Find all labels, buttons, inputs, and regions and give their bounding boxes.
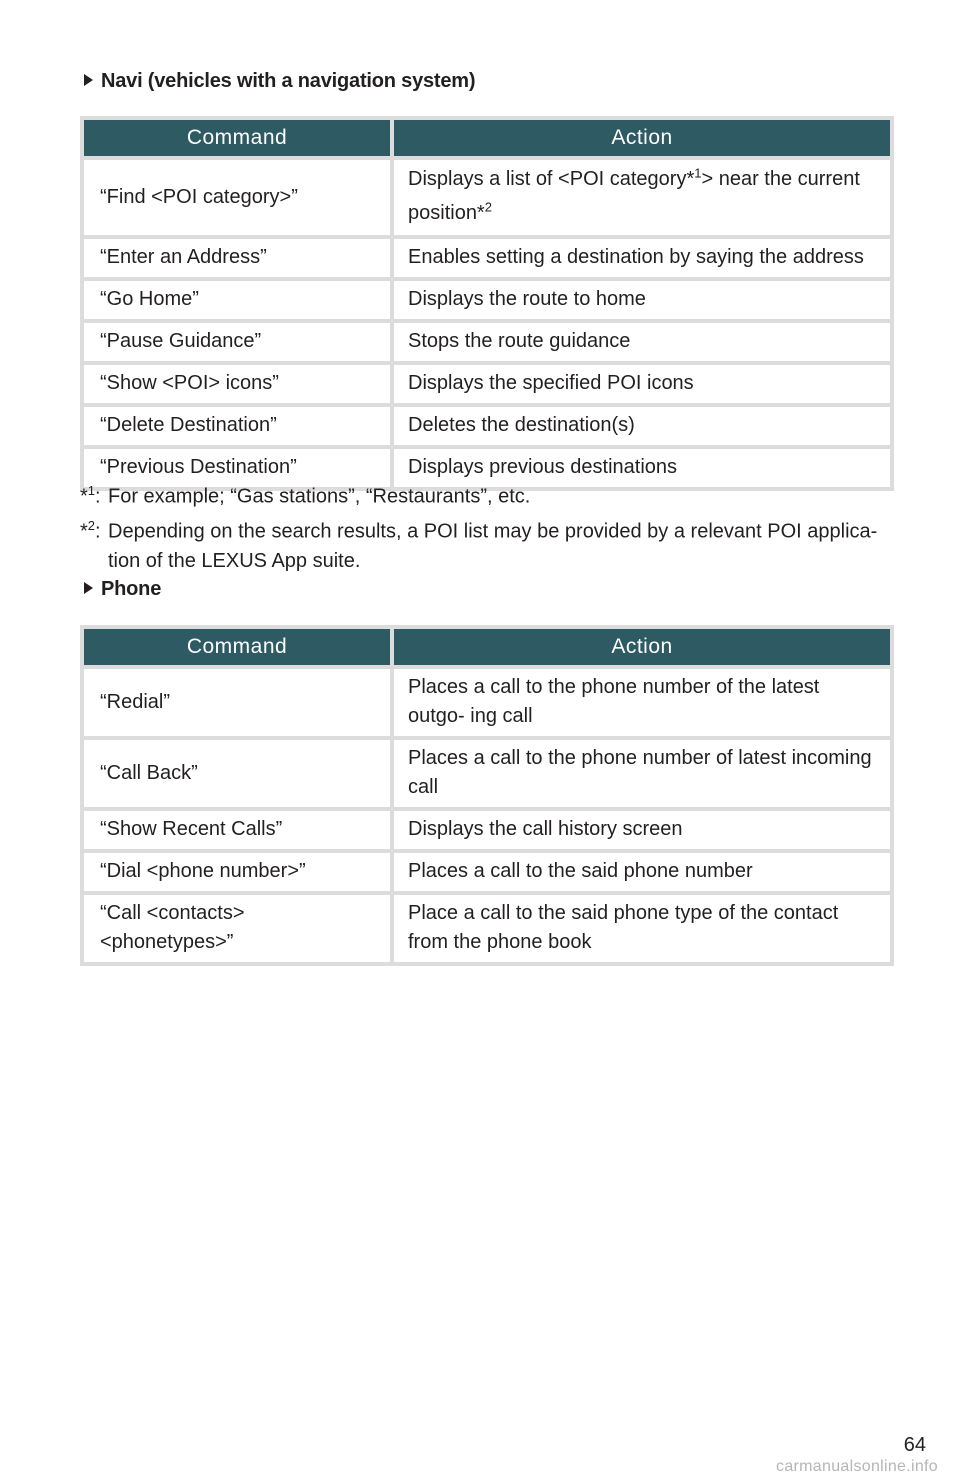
table-header-row <box>84 120 890 156</box>
navi-heading-text: Navi (vehicles with a navigation system) <box>101 70 476 92</box>
table-row <box>84 407 890 445</box>
action-cell: Places a call to the said phone number <box>394 853 890 891</box>
command-cell: “Delete Destination” <box>84 407 390 445</box>
phone-heading-text: Phone <box>101 578 162 600</box>
table-row <box>84 895 890 962</box>
command-cell: “Dial <phone number>” <box>84 853 390 891</box>
action-text-part: > near the current position* <box>408 168 860 224</box>
table-row <box>84 365 890 403</box>
phone-command-table <box>80 625 894 966</box>
footnote-ref-1: 1 <box>694 165 702 181</box>
command-cell: “Go Home” <box>84 281 390 319</box>
command-cell: “Redial” <box>84 669 390 736</box>
command-cell: “Find <POI category>” <box>84 160 390 235</box>
command-column-header: Command <box>84 629 390 665</box>
triangle-bullet-icon <box>84 582 93 594</box>
command-cell: “Show <POI> icons” <box>84 365 390 403</box>
watermark-text: carmanualsonline.info <box>776 1458 938 1475</box>
action-cell: Enables setting a destination by saying the address <box>394 239 890 277</box>
footnote-ref-2: 2 <box>484 199 492 215</box>
command-cell: “Enter an Address” <box>84 239 390 277</box>
action-cell: Displays the specified POI icons <box>394 365 890 403</box>
phone-section-heading <box>84 578 161 601</box>
table-row <box>84 323 890 361</box>
footnote-marker: *$^2$: <box>80 518 101 543</box>
table-header-row <box>84 629 890 665</box>
table-row <box>84 239 890 277</box>
action-cell: Deletes the destination(s) <box>394 407 890 445</box>
command-cell: “Pause Guidance” <box>84 323 390 361</box>
command-column-header: Command <box>84 120 390 156</box>
action-cell: Displays the call history screen <box>394 811 890 849</box>
table-row <box>84 740 890 807</box>
footnote-1 <box>80 476 900 512</box>
page-number: 64 <box>903 1434 926 1456</box>
action-cell: Displays previous destinations <box>394 449 890 487</box>
command-cell: “Previous Destination” <box>84 449 390 487</box>
action-column-header: Action <box>394 120 890 156</box>
action-column-header: Action <box>394 629 890 665</box>
footnote-text: For example; “Gas stations”, “Restaurants”, etc. <box>108 485 531 508</box>
footnote-text-continued: tion of the LEXUS App suite. <box>108 549 361 572</box>
table-row <box>84 160 890 235</box>
command-cell: “Call <contacts> <phonetypes>” <box>84 895 390 962</box>
navi-command-table <box>80 116 894 491</box>
action-cell: Places a call to the phone number of latest incoming call <box>394 740 890 807</box>
command-cell: “Call Back” <box>84 740 390 807</box>
footnote-text: Depending on the search results, a POI list may be provided by a relevant POI applica- <box>108 520 878 543</box>
action-text-part: Displays a list of <POI category* <box>408 168 695 190</box>
action-cell: Stops the route guidance <box>394 323 890 361</box>
table-row <box>84 669 890 736</box>
navi-section-heading <box>84 70 475 93</box>
command-cell: “Show Recent Calls” <box>84 811 390 849</box>
action-cell: Places a call to the phone number of the latest outgo- ing call <box>394 669 890 736</box>
triangle-bullet-icon <box>84 74 93 86</box>
action-cell: Displays the route to home <box>394 281 890 319</box>
table-row <box>84 281 890 319</box>
table-row <box>84 811 890 849</box>
table-row <box>84 853 890 891</box>
action-cell: Place a call to the said phone type of the contact from the phone book <box>394 895 890 962</box>
footnote-marker: *$^1$: <box>80 483 101 508</box>
action-cell <box>394 160 890 235</box>
footnote-2 <box>80 511 900 576</box>
